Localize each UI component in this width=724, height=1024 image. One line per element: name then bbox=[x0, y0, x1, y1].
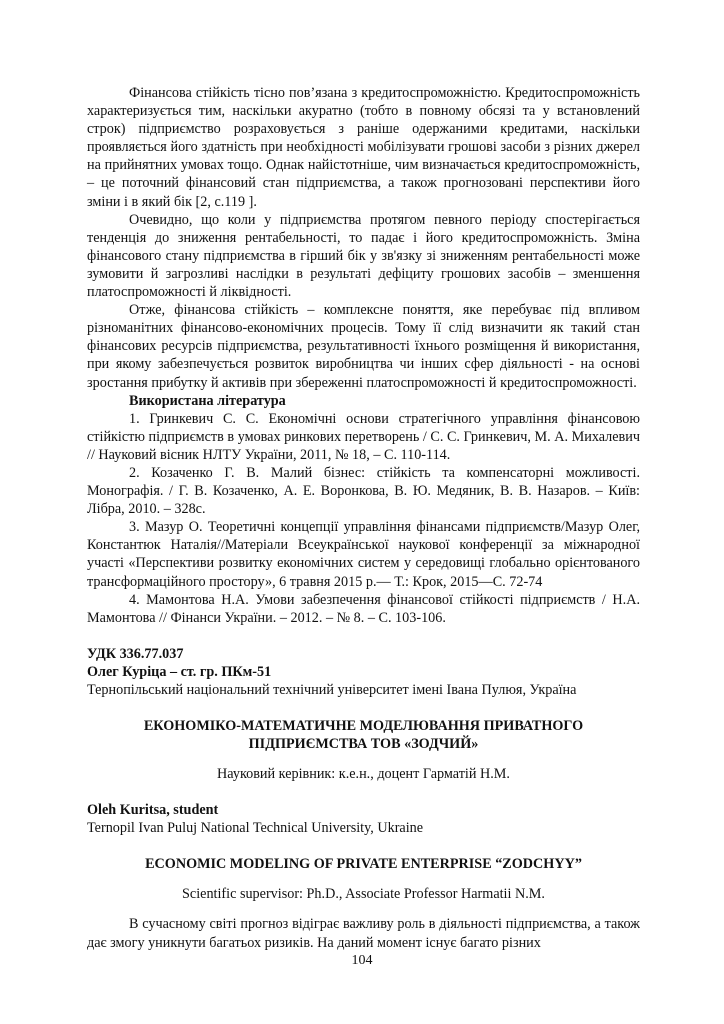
reference-item-3: 3. Мазур О. Теоретичні концепції управління фінансами підприємств/Мазур Олег, Константюк Наталія//Матеріали Всеукраїнської наукової конференції за міжнародної участі «Перспективи розвитку економічних систем у середовищі глобально орієнтованого трансформаційного простору», 6 травня 2015 р.— Т.: Крок, 2015—С. 72-74 bbox=[87, 519, 640, 590]
article-title-ua bbox=[87, 717, 640, 753]
references-heading: Використана література bbox=[129, 392, 286, 409]
author-en: Oleh Kuritsa, student bbox=[87, 802, 219, 819]
article-title-en: ECONOMIC MODELING OF PRIVATE ENTERPRISE “ZODCHYY” bbox=[145, 856, 582, 873]
page-number: 104 bbox=[351, 953, 373, 968]
body-paragraph-1: Фінансова стійкість тісно пов’язана з кредитоспроможністю. Кредитоспроможність характеризується тим, наскільки акуратно (тобто в повному обсязі та у встановлений строк) підприємство розраховується з раніше одержаними кредитами, наскільки проявляється його здатність при необхідності мобілізувати грошові засоби з різних джерел на прийнятних умовах тощо. Однак найістотніше, чим визначається кредитоспроможність, – це поточний фінансовий стан підприємства, а також прогнозовані перспективи його зміни і в який бік [2, с.119 ]. bbox=[87, 85, 640, 210]
reference-item-4: 4. Мамонтова Н.А. Умови забезпечення фінансової стійкості підприємств / Н.А. Мамонтова // Фінанси України. – 2012. – № 8. – С. 103-106. bbox=[87, 591, 640, 626]
affiliation-en: Ternopil Ivan Puluj National Technical University, Ukraine bbox=[87, 820, 424, 837]
affiliation-ua: Тернопільський національний технічний університет імені Івана Пулюя, Україна bbox=[87, 682, 577, 698]
body-paragraph-3: Отже, фінансова стійкість – комплексне поняття, яке перебуває під впливом різноманітних фінансово-економічних процесів. Тому її слід визначити як такий стан фінансових ресурсів підприємства, результативності їхнього розміщення й використання, при якому забезпечується розвиток виробництва чи інших сфер діяльності - на основі зростання прибутку й активів при збереженні платоспроможності й кредитоспроможності. bbox=[87, 302, 640, 391]
references-list bbox=[87, 410, 640, 627]
article-title-ua-line-2: ПІДПРИЄМСТВА ТОВ «ЗОДЧИЙ» bbox=[248, 736, 479, 753]
article-title-ua-line-1: ЕКОНОМІКО-МАТЕМАТИЧНЕ МОДЕЛЮВАННЯ ПРИВАТНОГО bbox=[143, 718, 584, 735]
reference-item-2: 2. Козаченко Г. В. Малий бізнес: стійкість та компенсаторні можливості. Монографія. / Г. В. Козаченко, А. Е. Воронкова, В. Ю. Медяник, В. В. Назаров. – Київ: Лібра, 2010. – 328с. bbox=[87, 464, 640, 518]
page-content bbox=[87, 84, 640, 952]
author-ua: Олег Куріца – ст. гр. ПКм-51 bbox=[87, 663, 272, 680]
udc-code: УДК 336.77.037 bbox=[87, 645, 184, 662]
intro-paragraph: В сучасному світі прогноз відіграє важливу роль в діяльності підприємства, а також дає змогу уникнути багатьох ризиків. На даний момент існує багато різних bbox=[87, 916, 640, 951]
reference-item-1: 1. Гринкевич С. С. Економічні основи стратегічного управління фінансовою стійкістю підприємств в умовах ринкових перетворень / С. С. Гринкевич, М. А. Михалевич // Науковий вісник НЛТУ України, 2011, № 18, – С. 110-114. bbox=[87, 410, 640, 463]
supervisor-ua: Науковий керівник: к.е.н., доцент Гарматій Н.М. bbox=[217, 766, 510, 783]
supervisor-en: Scientific supervisor: Ph.D., Associate Professor Harmatii N.M. bbox=[182, 886, 545, 903]
body-paragraph-2: Очевидно, що коли у підприємства протягом певного періоду спостерігається тенденція до зниження рентабельності, то падає і його кредитоспроможність. Зміна фінансового стану підприємства в гірший бік у зв'язку зі зниженням рентабельності може зумовити й загрозливі наслідки в результаті дефіциту грошових засобів – зменшення платоспроможності й ліквідності. bbox=[87, 211, 640, 301]
